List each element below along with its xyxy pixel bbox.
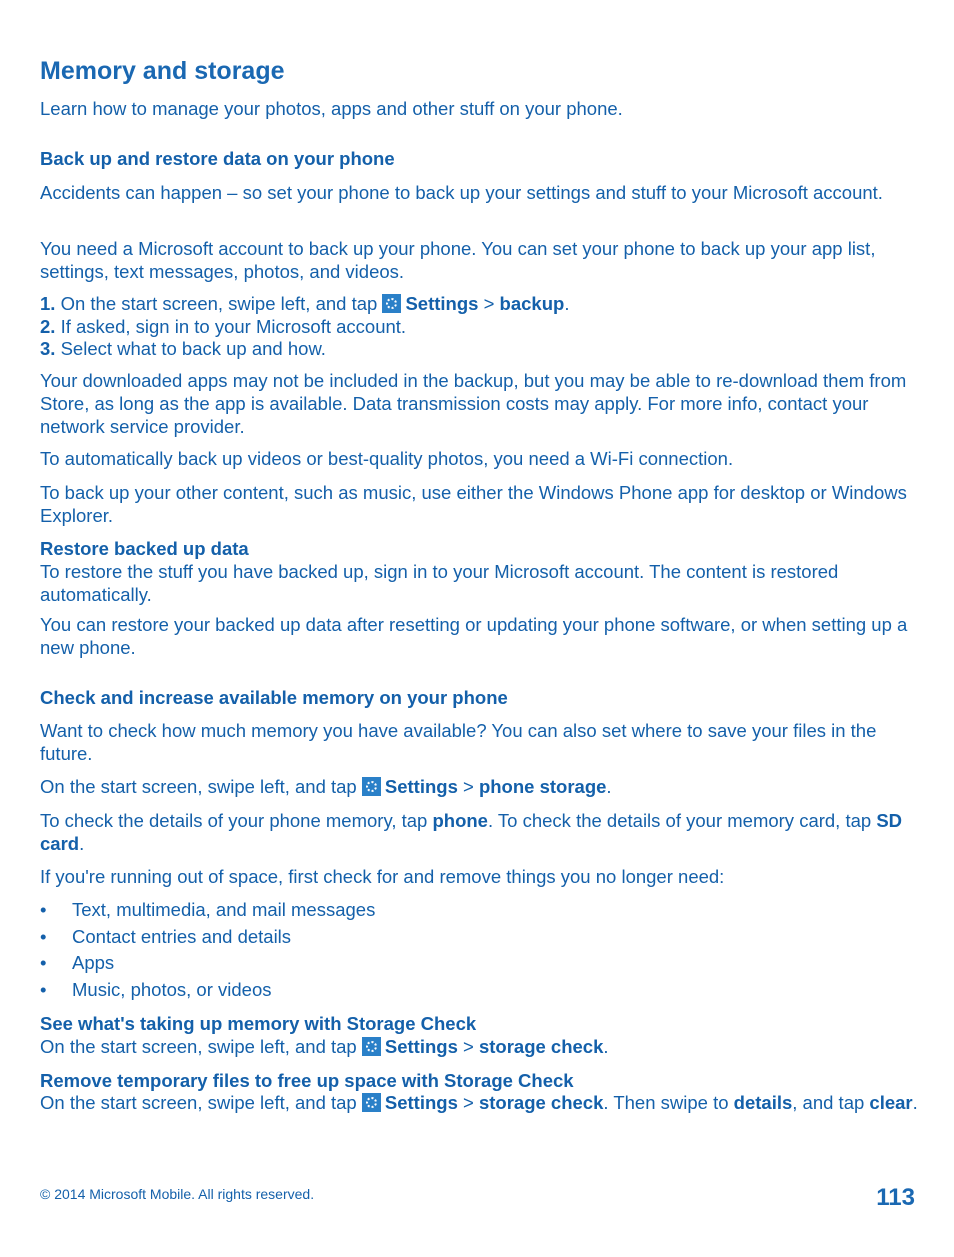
intro-paragraph: Learn how to manage your photos, apps and other stuff on your phone.	[40, 98, 623, 119]
memory-paragraph-3: To check the details of your phone memory, tap phone. To check the details of your memory card, tap SD card.	[40, 810, 903, 854]
step-number: 1.	[40, 293, 56, 314]
footer-copyright: © 2014 Microsoft Mobile. All rights reserved.	[40, 1186, 315, 1202]
backup-paragraph-4: To automatically back up videos or best-quality photos, you need a Wi-Fi connection.	[40, 448, 734, 469]
settings-gear-icon	[382, 294, 401, 313]
sub-heading-remove-temp: Remove temporary files to free up space with Storage Check	[40, 1070, 574, 1091]
section-heading-memory: Check and increase available memory on your phone	[40, 687, 508, 708]
list-item: • Text, multimedia, and mail messages	[40, 897, 920, 924]
step-3: 3. Select what to back up and how.	[40, 338, 326, 359]
list-item: • Contact entries and details	[40, 924, 920, 951]
step-2: 2. If asked, sign in to your Microsoft account.	[40, 315, 407, 337]
section-heading-backup: Back up and restore data on your phone	[40, 148, 395, 169]
step-number: 2.	[40, 315, 56, 337]
list-item: • Music, photos, or videos	[40, 977, 920, 1004]
sub-heading-storage-check: See what's taking up memory with Storage Check	[40, 1013, 477, 1034]
memory-paragraph-2: On the start screen, swipe left, and tap Settings > phone storage.	[40, 776, 612, 797]
list-item: • Apps	[40, 950, 920, 977]
restore-paragraph-2: You can restore your backed up data after resetting or updating your phone software, or when setting up a new phone.	[40, 614, 908, 658]
bullet-list	[40, 897, 920, 1003]
settings-gear-icon	[362, 1093, 381, 1112]
restore-paragraph-1: To restore the stuff you have backed up, sign in to your Microsoft account. The content is restored automatically.	[40, 561, 839, 605]
page-title: Memory and storage	[40, 57, 285, 85]
backup-paragraph-3: Your downloaded apps may not be included in the backup, but you may be able to re-download them from Store, as long as the app is available. Data transmission costs may apply. For more info, contact your network service provider.	[40, 370, 907, 437]
step-1: 1. On the start screen, swipe left, and tap Settings > backup.	[40, 293, 570, 314]
page-number: 113	[876, 1184, 915, 1211]
backup-paragraph-5: To back up your other content, such as music, use either the Windows Phone app for desktop or Windows Explorer.	[40, 482, 907, 526]
backup-paragraph-1: Accidents can happen – so set your phone to back up your settings and stuff to your Microsoft account.	[40, 182, 883, 203]
settings-gear-icon	[362, 1037, 381, 1056]
remove-temp-paragraph: On the start screen, swipe left, and tap Settings > storage check. Then swipe to details, and tap clear.	[40, 1092, 918, 1113]
sub-heading-restore: Restore backed up data	[40, 538, 249, 559]
memory-paragraph-4: If you're running out of space, first check for and remove things you no longer need:	[40, 866, 725, 887]
storage-check-paragraph: On the start screen, swipe left, and tap Settings > storage check.	[40, 1036, 609, 1057]
backup-paragraph-2: You need a Microsoft account to back up your phone. You can set your phone to back up your app list, settings, text messages, photos, and videos.	[40, 238, 876, 282]
settings-gear-icon	[362, 777, 381, 796]
backup-steps	[40, 293, 920, 361]
memory-paragraph-1: Want to check how much memory you have available? You can also set where to save your files in the future.	[40, 720, 877, 764]
step-number: 3.	[40, 338, 56, 359]
